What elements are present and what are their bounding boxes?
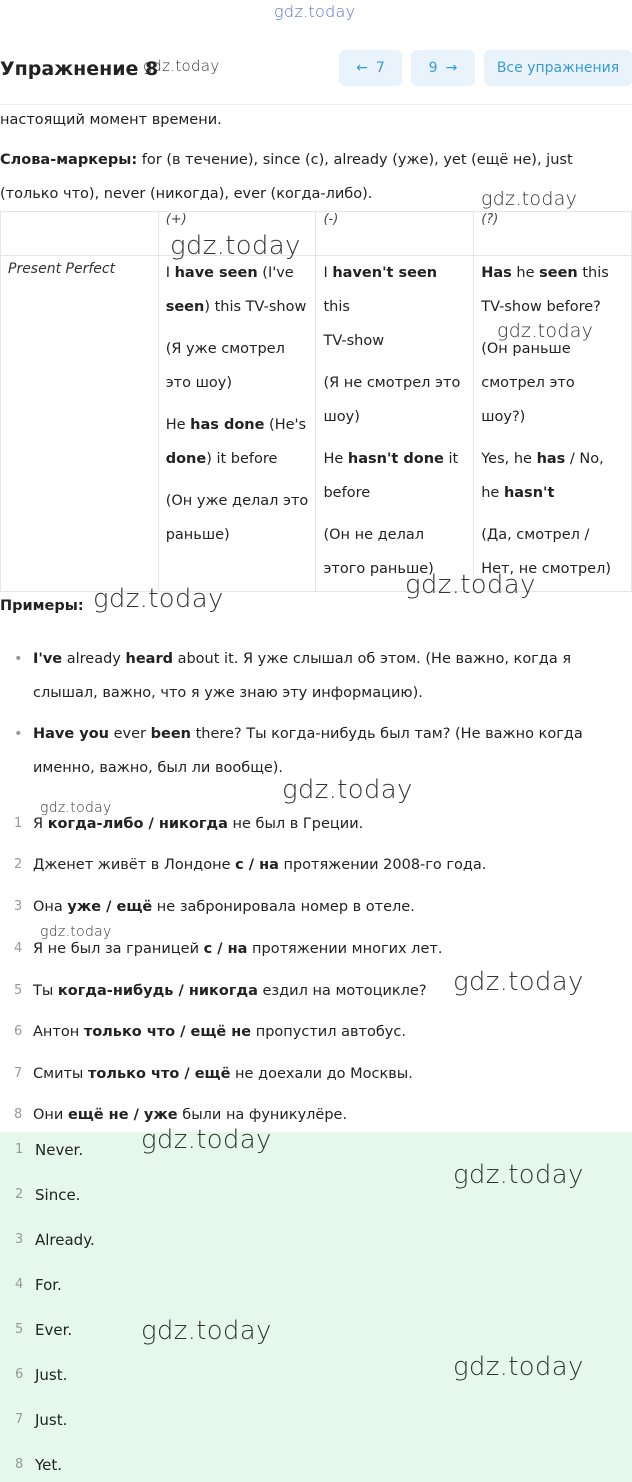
prev-exercise-button[interactable]: [339, 50, 402, 86]
arrow-right-icon: →: [445, 60, 458, 76]
watermark: gdz.today: [282, 775, 413, 805]
watermark: gdz.today: [481, 188, 578, 210]
question-cell: Has he seen this TV-show before? (Он раньше смотрел это шоу?) Yes, he has / No, he hasn't (Да, смотрел / Нет, не смотрел): [474, 256, 632, 592]
exercise-item: 3 Она уже / ещё не забронировала номер в отеле.: [14, 899, 415, 915]
markers-line-2: (только что), never (никогда), ever (когда-либо).: [0, 186, 373, 202]
example-bullet-2-line-2: именно, важно, был ли вообще).: [33, 760, 284, 776]
watermark-title: gdz.today: [143, 57, 220, 75]
watermark: gdz.today: [141, 1316, 272, 1346]
watermark: gdz.today: [453, 1352, 584, 1382]
watermark: gdz.today: [497, 320, 594, 342]
watermark: gdz.today: [453, 1160, 584, 1190]
arrow-left-icon: ←: [356, 60, 368, 76]
answer-item: 8 Yet.: [15, 1456, 63, 1474]
answer-item: 7 Just.: [15, 1411, 68, 1429]
intro-text: настоящий момент времени.: [0, 112, 222, 128]
exercise-item: 6 Антон только что / ещё не пропустил автобус.: [14, 1024, 406, 1040]
answer-item: 1 Never.: [15, 1141, 84, 1159]
exercise-header: [0, 48, 632, 92]
page-title: Упражнение 8: [0, 58, 159, 80]
table-header-question: (?): [474, 212, 632, 256]
table-header-negative: (-): [316, 212, 474, 256]
answer-item: 4 For.: [15, 1276, 62, 1294]
example-bullet-1-line-2: слышал, важно, что я уже знаю эту информацию).: [33, 685, 423, 701]
watermark: gdz.today: [453, 967, 584, 997]
grammar-table: [0, 211, 632, 592]
answer-item: 6 Just.: [15, 1366, 68, 1384]
positive-cell: I have seen (I've seen) this TV-show (Я уже смотрел это шоу) He has done (He's done) it before (Он уже делал это раньше): [158, 256, 316, 592]
exercise-item: 5 Ты когда-нибудь / никогда ездил на мотоцикле?: [14, 983, 427, 999]
exercise-item: 8 Они ещё не / уже были на фуникулёре.: [14, 1107, 348, 1123]
tense-name: Present Perfect: [1, 256, 159, 592]
prev-exercise-label: 7: [375, 60, 385, 76]
exercise-item: 1 Я когда-либо / никогда не был в Греции.: [14, 816, 364, 832]
watermark: gdz.today: [40, 800, 112, 816]
exercise-item: 7 Смиты только что / ещё не доехали до Москвы.: [14, 1066, 413, 1082]
table-header-positive: (+): [158, 212, 316, 256]
negative-cell: I haven't seen this TV-show (Я не смотрел это шоу) He hasn't done it before (Он не делал этого раньше): [316, 256, 474, 592]
watermark: gdz.today: [141, 1125, 272, 1155]
watermark: gdz.today: [405, 570, 536, 600]
answer-item: 2 Since.: [15, 1186, 81, 1204]
watermark-top: gdz.today: [274, 2, 356, 21]
next-exercise-label: 9: [428, 60, 438, 76]
next-exercise-button[interactable]: [411, 50, 475, 86]
exercise-item: 2 Дженет живёт в Лондоне с / на протяжении 2008-го года.: [14, 857, 487, 873]
watermark: gdz.today: [170, 231, 301, 261]
answer-item: 3 Already.: [15, 1231, 95, 1249]
table-header-empty: [1, 212, 159, 256]
watermark: gdz.today: [40, 924, 112, 940]
watermark: gdz.today: [93, 584, 224, 614]
answer-item: 5 Ever.: [15, 1321, 73, 1339]
all-exercises-button[interactable]: Все упражнения: [484, 50, 632, 86]
exercise-item: 4 Я не был за границей с / на протяжении многих лет.: [14, 941, 443, 957]
examples-label: Примеры:: [0, 598, 84, 614]
answers-panel: [0, 1125, 632, 1482]
markers-line-1: Слова-маркеры: for (в течение), since (с), already (уже), yet (ещё не), just: [0, 152, 573, 168]
